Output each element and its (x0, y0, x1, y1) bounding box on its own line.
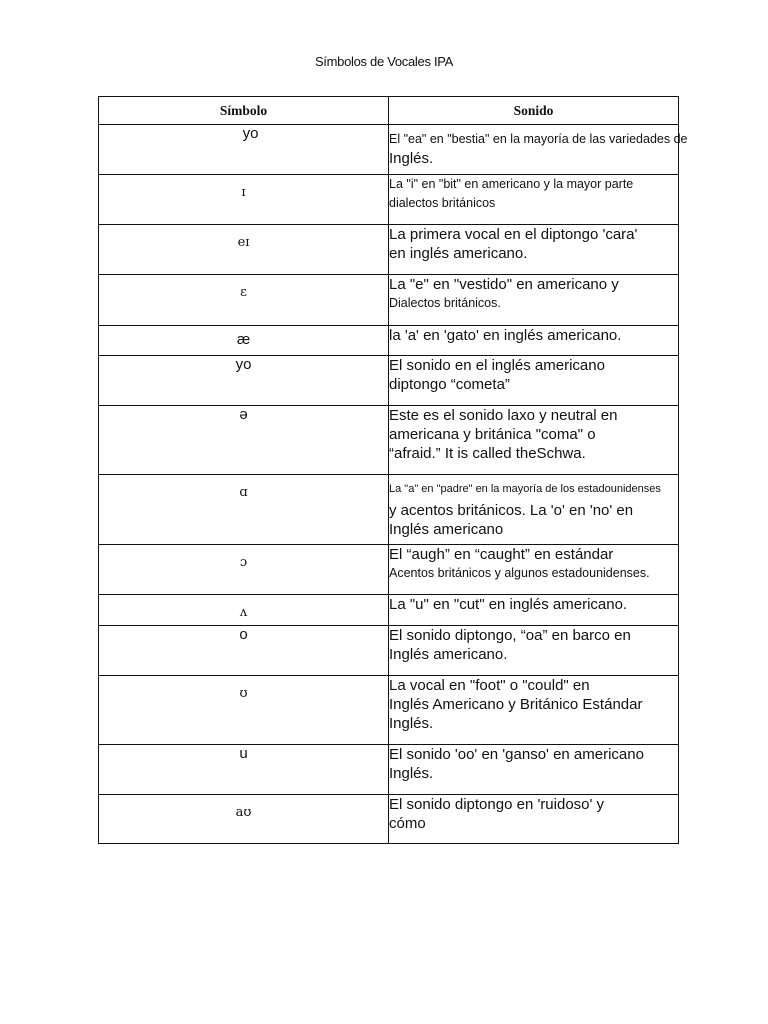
sound-cell (389, 356, 679, 406)
sound-cell (389, 745, 679, 795)
sound-cell (389, 795, 679, 844)
symbol-text: u (239, 745, 248, 762)
sound-cell (389, 406, 679, 475)
symbol-text: ɔ (239, 555, 248, 570)
sound-line: El “augh” en “caught” en estándar (389, 546, 614, 563)
sound-cell (389, 676, 679, 745)
table-row (99, 795, 679, 844)
symbol-cell (99, 406, 389, 475)
column-header-symbol: Símbolo (99, 97, 389, 125)
table-row (99, 475, 679, 545)
sound-line: Dialectos británicos. (389, 296, 501, 310)
table-header-row (99, 97, 679, 125)
table-row (99, 626, 679, 676)
table-row (99, 225, 679, 275)
sound-line: “afraid.” It is called theSchwa. (389, 445, 586, 462)
sound-cell (389, 475, 679, 545)
sound-line: diptongo “cometa” (389, 376, 510, 393)
table-row (99, 545, 679, 595)
sound-line: en inglés americano. (389, 245, 528, 262)
symbol-text: ɑ (239, 485, 248, 500)
symbol-cell (99, 745, 389, 795)
sound-cell (389, 545, 679, 595)
sound-line: La primera vocal en el diptongo 'cara' (389, 226, 638, 243)
sound-cell (389, 275, 679, 326)
symbol-cell (99, 595, 389, 626)
sound-line: cómo (389, 815, 426, 832)
table-row (99, 356, 679, 406)
symbol-text: ʌ (239, 605, 248, 620)
symbol-cell (99, 326, 389, 356)
sound-line: La vocal en "foot" o "could" en (389, 677, 590, 694)
sound-line: Este es el sonido laxo y neutral en (389, 407, 618, 424)
sound-line: El sonido en el inglés americano (389, 357, 605, 374)
symbol-text: aʊ (235, 805, 252, 820)
table-row (99, 125, 679, 175)
sound-line: Inglés americano. (389, 646, 508, 663)
symbol-cell (99, 545, 389, 595)
sound-line: La "a" en "padre" en la mayoría de los estadounidenses (389, 483, 661, 495)
table-row (99, 676, 679, 745)
sound-line: La "i" en "bit" en americano y la mayor parte (389, 177, 634, 191)
symbol-cell (99, 475, 389, 545)
symbol-text: ɪ (241, 185, 246, 200)
symbol-cell (99, 626, 389, 676)
sound-cell (389, 626, 679, 676)
symbol-text: ɛ (240, 285, 247, 300)
symbol-text: ə (239, 406, 248, 423)
table-row (99, 595, 679, 626)
sound-line: El sonido 'oo' en 'ganso' en americano (389, 746, 644, 763)
symbol-text: o (239, 626, 248, 643)
symbol-cell (99, 795, 389, 844)
sound-line: americana y británica "coma" o (389, 426, 596, 443)
sound-cell (389, 175, 679, 225)
sound-line: Inglés americano (389, 521, 504, 538)
sound-line: La "u" en "cut" en inglés americano. (389, 596, 628, 613)
sound-line: El "ea" en "bestia" en la mayoría de las variedades de (389, 132, 688, 146)
table-row (99, 275, 679, 326)
vowel-table (98, 96, 688, 844)
sound-line: Inglés Americano y Británico Estándar (389, 696, 643, 713)
table-row (99, 326, 679, 356)
sound-line: La "e" en "vestido" en americano y (389, 276, 619, 293)
sound-line: Inglés. (389, 150, 434, 167)
symbol-cell (99, 676, 389, 745)
column-header-sound: Sonido (389, 97, 679, 125)
symbol-cell (99, 275, 389, 326)
sound-line: Inglés. (389, 765, 434, 782)
symbol-cell (99, 356, 389, 406)
table-row (99, 175, 679, 225)
symbol-text: yo (242, 125, 259, 142)
sound-line: dialectos británicos (389, 196, 496, 210)
sound-cell (389, 595, 679, 626)
sound-line: y acentos británicos. La 'o' en 'no' en (389, 502, 634, 519)
symbol-text: yo (235, 356, 252, 373)
sound-cell (389, 125, 688, 175)
table-row (99, 745, 679, 795)
symbol-text: ʊ (239, 686, 248, 701)
sound-line: la 'a' en 'gato' en inglés americano. (389, 327, 622, 344)
sound-line: Acentos británicos y algunos estadounidenses. (389, 566, 650, 580)
sound-cell (389, 225, 679, 275)
sound-cell (389, 326, 679, 356)
symbol-cell (99, 125, 389, 175)
symbol-text: æ (236, 331, 251, 348)
symbol-text: eɪ (237, 235, 250, 250)
document-title: Símbolos de Vocales IPA (314, 54, 454, 69)
sound-line: Inglés. (389, 715, 434, 732)
sound-line: El sonido diptongo en 'ruidoso' y (389, 796, 605, 813)
symbol-cell (99, 225, 389, 275)
sound-line: El sonido diptongo, “oa” en barco en (389, 627, 631, 644)
table-row (99, 406, 679, 475)
symbol-cell (99, 175, 389, 225)
